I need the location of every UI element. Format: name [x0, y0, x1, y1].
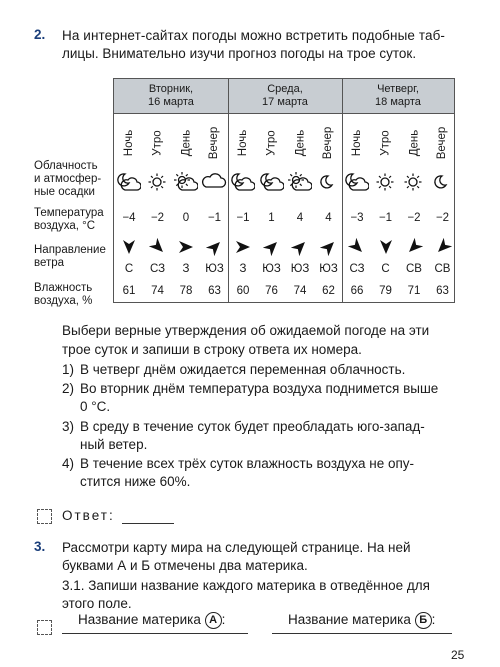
moon-cloud-icon: [343, 172, 371, 194]
table-divider: [114, 113, 454, 114]
wind-arrow-icon: [372, 238, 400, 259]
row-label-line: Температура: [34, 207, 104, 219]
task3-text-line2: буквами А и Б отмечены два материка.: [62, 558, 308, 573]
letter-b-circle: Б: [415, 612, 432, 629]
continent-a-input-line[interactable]: [62, 633, 248, 634]
period-label: День: [180, 129, 192, 157]
answer-checkbox[interactable]: [37, 509, 52, 524]
day-date: 17 марта: [262, 96, 308, 108]
wind-direction: ЮЗ: [319, 263, 338, 275]
moon-cloud-icon: [258, 172, 286, 194]
statement-text: стится ниже 60%.: [80, 474, 191, 489]
day-name: Среда,: [267, 83, 303, 95]
wind-arrow-icon: [400, 238, 428, 259]
temperature-value: −1: [378, 212, 393, 224]
humidity-value: 60: [236, 285, 250, 297]
moon-cloud-icon: [115, 172, 143, 194]
statement-text: Во вторник днём температура воздуха поднимется выше: [80, 381, 439, 396]
statement-number: 3): [62, 419, 75, 434]
period-label: Утро: [265, 130, 278, 156]
temperature-value: −2: [407, 212, 421, 224]
humidity-value: 71: [407, 285, 421, 297]
statement-text: В среду в течение суток будет преобладать юго-запад-: [80, 419, 425, 434]
wind-direction: СВ: [434, 263, 451, 275]
period-label: Утро: [151, 130, 164, 156]
sun-icon: [400, 172, 428, 194]
wind-arrow-icon: [144, 238, 172, 259]
day-date: 16 марта: [148, 96, 194, 108]
task-text-line1: На интернет-сайтах погоды можно встретить подобные таб-: [62, 28, 445, 43]
wind-arrow-icon: [343, 238, 371, 259]
page-number: 25: [451, 648, 465, 662]
day-name: Четверг,: [377, 83, 419, 95]
sun-icon: [372, 172, 400, 194]
moon-icon: [429, 172, 457, 194]
temperature-value: 4: [296, 212, 304, 224]
continent-b-input-line[interactable]: [272, 633, 452, 634]
wind-arrow-icon: [286, 238, 314, 259]
humidity-value: 78: [179, 285, 193, 297]
statement-text: 0 °С.: [80, 399, 111, 414]
wind-direction: ЮЗ: [262, 263, 281, 275]
humidity-value: 63: [436, 285, 449, 297]
period-label: День: [294, 129, 306, 157]
task3-sub-line2: этого поле.: [62, 596, 132, 611]
day-name: Вторник,: [148, 83, 194, 95]
row-label-line: Облачность: [34, 160, 98, 172]
continent-b-label: [288, 611, 435, 629]
continent-label-text: Название материка: [78, 612, 201, 627]
period-label: Ночь: [237, 129, 249, 157]
wind-arrow-icon: [229, 238, 257, 259]
statement-text: В течение всех трёх суток влажность воздуха не опу-: [80, 456, 415, 471]
letter-a-circle: А: [205, 612, 222, 629]
wind-arrow-icon: [115, 238, 143, 259]
period-label: День: [408, 129, 420, 157]
row-label-line: Направление: [34, 244, 106, 256]
humidity-value: 79: [379, 285, 392, 297]
humidity-value: 61: [122, 285, 136, 297]
day-date: 18 марта: [375, 96, 421, 108]
instructions-line1: Выбери верные утверждения об ожидаемой погоде на эти: [62, 323, 430, 338]
wind-direction: С: [124, 263, 134, 275]
period-label: Утро: [379, 130, 392, 156]
temperature-value: −1: [207, 212, 222, 224]
temperature-value: −2: [435, 212, 450, 224]
wind-direction: СВ: [406, 263, 422, 275]
temperature-value: −2: [150, 212, 165, 224]
day-header: [342, 79, 454, 113]
row-label-line: Влажность: [34, 282, 93, 294]
row-label-humidity: [34, 282, 92, 308]
moon-icon: [315, 172, 343, 194]
continent-a-label: [78, 611, 225, 629]
sun-cloud-icon: [172, 172, 200, 194]
period-label: Вечер: [322, 126, 335, 160]
answer-checkbox[interactable]: [37, 620, 52, 635]
task3-text-line1: Рассмотри карту мира на следующей странице. На ней: [62, 540, 411, 555]
statement-text: В четверг днём ожидается переменная облачность.: [80, 362, 406, 377]
wind-direction: ЮЗ: [290, 263, 310, 275]
row-label-temperature: [34, 207, 104, 233]
row-label-line: ветра: [34, 257, 65, 269]
wind-arrow-icon: [201, 238, 229, 259]
period-label: Ночь: [351, 129, 363, 157]
task-number: 2.: [34, 27, 46, 42]
period-label: Ночь: [123, 129, 135, 157]
day-header: [228, 79, 342, 113]
temperature-value: −1: [236, 212, 250, 224]
humidity-value: 76: [265, 285, 278, 297]
instructions-line2: трое суток и запиши в строку ответа их номера.: [62, 342, 362, 357]
wind-direction: З: [239, 263, 247, 275]
statement-number: 4): [62, 456, 75, 471]
wind-direction: З: [182, 263, 190, 275]
colon: :: [431, 612, 436, 627]
task3-sub-line1: 3.1. Запиши название каждого материка в отведённое для: [62, 578, 430, 593]
continent-label-text: Название материка: [288, 612, 411, 627]
temperature-value: −4: [122, 212, 136, 224]
wind-direction: СЗ: [349, 263, 365, 275]
wind-arrow-icon: [172, 238, 200, 259]
task-number: 3.: [34, 539, 46, 554]
humidity-value: 62: [322, 285, 335, 297]
day-header: [114, 79, 228, 113]
wind-arrow-icon: [315, 238, 343, 259]
wind-direction: ЮЗ: [205, 263, 224, 275]
sun-icon: [144, 172, 172, 194]
temperature-value: 1: [268, 212, 275, 224]
row-label-line: и атмосфер-: [34, 173, 102, 185]
row-label-clouds: [34, 160, 101, 199]
answer-input-line[interactable]: [122, 523, 174, 524]
row-label-line: ные осадки: [34, 186, 95, 198]
row-label-line: воздуха, °С: [34, 220, 96, 232]
task-text-line2: лицы. Внимательно изучи прогноз погоды на трое суток.: [62, 46, 417, 61]
period-label: Вечер: [436, 126, 449, 160]
colon: :: [221, 612, 226, 627]
wind-direction: СЗ: [149, 263, 166, 275]
humidity-value: 66: [350, 285, 364, 297]
wind-direction: С: [381, 263, 390, 275]
humidity-value: 74: [151, 285, 164, 297]
temperature-value: 4: [325, 212, 332, 224]
moon-cloud-icon: [229, 172, 257, 194]
statement-text: ный ветер.: [80, 437, 148, 452]
humidity-value: 63: [208, 285, 221, 297]
statement-number: 2): [62, 381, 75, 396]
cloud-icon: [201, 172, 229, 194]
wind-arrow-icon: [258, 238, 286, 259]
weather-table: [113, 78, 455, 303]
answer-label: Ответ:: [62, 508, 115, 523]
wind-arrow-icon: [429, 238, 457, 259]
temperature-value: 0: [182, 212, 190, 224]
row-label-line: воздуха, %: [34, 295, 93, 307]
statement-number: 1): [62, 362, 75, 377]
temperature-value: −3: [350, 212, 364, 224]
humidity-value: 74: [293, 285, 307, 297]
period-label: Вечер: [208, 126, 221, 160]
row-label-wind: [34, 244, 106, 270]
sun-cloud-icon: [286, 172, 314, 194]
